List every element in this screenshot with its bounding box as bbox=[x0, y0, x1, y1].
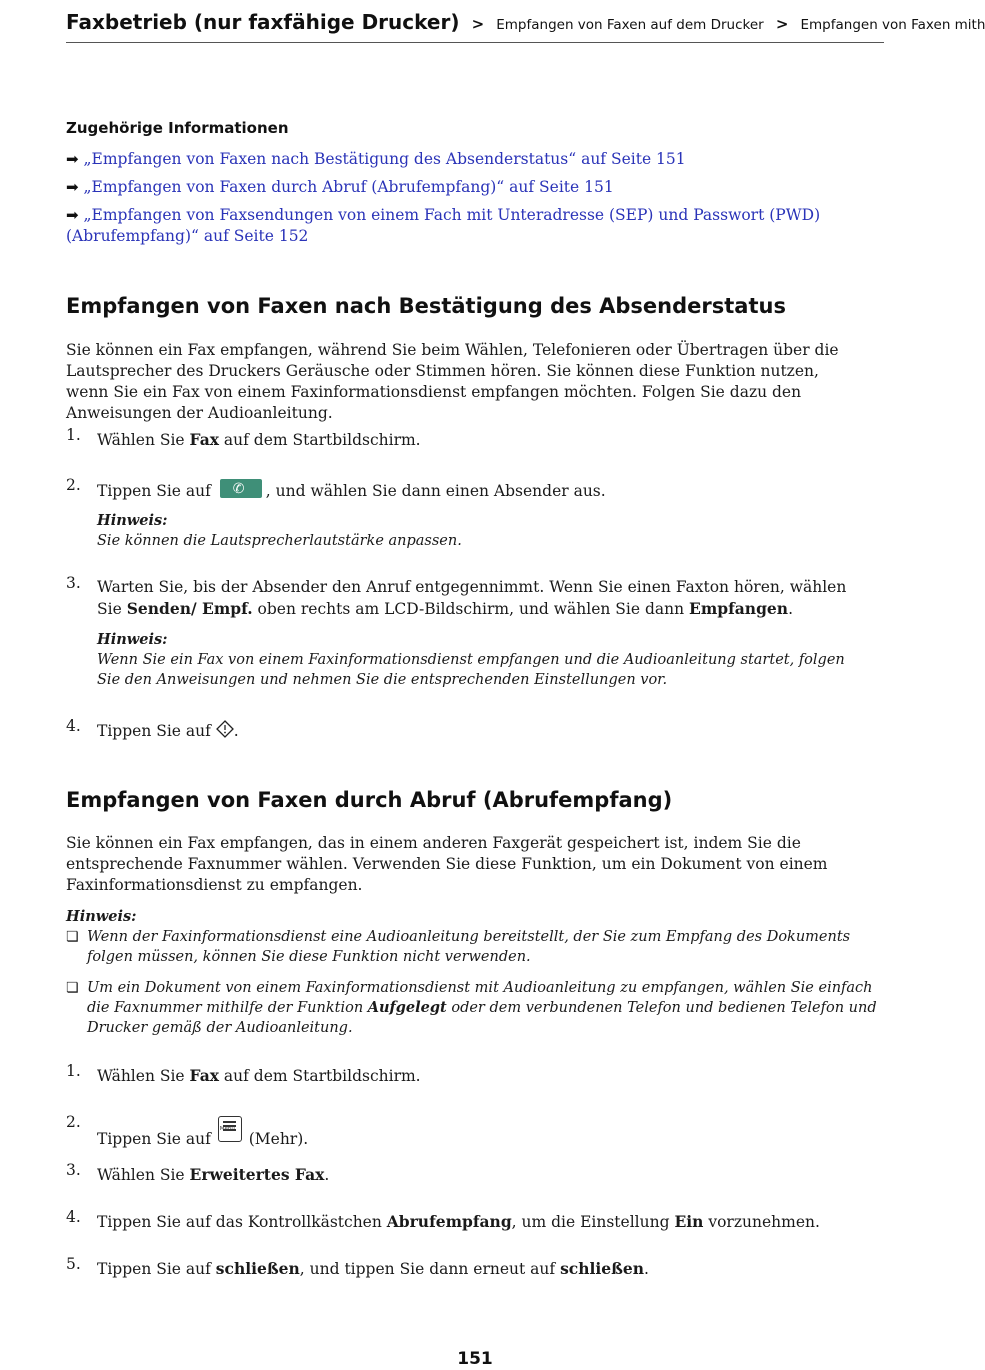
section-intro: Sie können ein Fax empfangen, während Sie beim Wählen, Telefonieren oder Übertragen über die Lautsprecher des Druckers Geräusche oder Stimmen hören. Sie können diese Funktion nutzen, wenn Sie ein Fax von einem Faxinformationsdienst empfangen möchten. Folgen Sie dazu den Anweisungen der Audioanleitung. bbox=[66, 341, 839, 422]
step-number: 5. bbox=[66, 1255, 81, 1273]
step-number: 2. bbox=[66, 1113, 81, 1131]
page-number: 151 bbox=[457, 1349, 493, 1369]
note bbox=[97, 630, 867, 690]
step-number: 1. bbox=[66, 1062, 81, 1080]
arrow-right-icon: ➡ bbox=[66, 178, 79, 196]
phone-icon: ✆ bbox=[220, 479, 262, 498]
note-heading: Hinweis: bbox=[97, 631, 168, 648]
start-icon bbox=[216, 720, 234, 738]
breadcrumb-item[interactable]: Empfangen von Faxen auf dem Drucker bbox=[496, 17, 764, 33]
step-number: 2. bbox=[66, 476, 81, 494]
arrow-right-icon: ➡ bbox=[66, 206, 79, 224]
section-intro: Sie können ein Fax empfangen, das in einem anderen Faxgerät gespeichert ist, indem Sie die entsprechende Faxnummer wählen. Verwenden Sie diese Funktion, um ein Dokument von einem Faxinformationsdienst zu empfangen. bbox=[66, 834, 828, 894]
note-heading: Hinweis: bbox=[66, 908, 137, 925]
step-number: 3. bbox=[66, 1161, 81, 1179]
checkbox-bullet-icon: ❏ bbox=[66, 929, 79, 945]
note-text: Sie können die Lautsprecherlautstärke anpassen. bbox=[97, 533, 462, 549]
menu-icon: Menu bbox=[218, 1116, 242, 1142]
breadcrumb-separator: > bbox=[775, 15, 789, 33]
step-number: 4. bbox=[66, 1208, 81, 1226]
step-number: 3. bbox=[66, 574, 81, 592]
breadcrumb-item-current: Empfangen von Faxen mith bbox=[800, 17, 985, 33]
related-link[interactable]: ➡ „Empfangen von Faxsendungen von einem Fach mit Unteradresse (SEP) und Passwort (PWD) (Abrufempfang)“ auf Seite 152 bbox=[66, 206, 821, 245]
note bbox=[97, 511, 867, 551]
related-info-heading: Zugehörige Informationen bbox=[66, 119, 289, 137]
step-number: 1. bbox=[66, 426, 81, 444]
chapter-title: Faxbetrieb (nur faxfähige Drucker) bbox=[66, 10, 460, 34]
note-heading: Hinweis: bbox=[97, 512, 168, 529]
note-text: Wenn Sie ein Fax von einem Faxinformationsdienst empfangen und die Audioanleitung startet, folgen Sie den Anweisungen und nehmen Sie die entsprechenden Einstellungen vor. bbox=[97, 652, 845, 688]
checkbox-bullet-icon: ❏ bbox=[66, 980, 79, 996]
step-number: 4. bbox=[66, 717, 81, 735]
related-link[interactable]: ➡ „Empfangen von Faxen durch Abruf (Abrufempfang)“ auf Seite 151 bbox=[66, 178, 614, 196]
breadcrumb bbox=[66, 10, 985, 43]
section-heading: Empfangen von Faxen nach Bestätigung des Absenderstatus bbox=[66, 294, 786, 318]
arrow-right-icon: ➡ bbox=[66, 150, 79, 168]
related-link[interactable]: ➡ „Empfangen von Faxen nach Bestätigung des Absenderstatus“ auf Seite 151 bbox=[66, 150, 686, 168]
section-heading: Empfangen von Faxen durch Abruf (Abrufempfang) bbox=[66, 788, 673, 812]
breadcrumb-separator: > bbox=[471, 15, 485, 33]
